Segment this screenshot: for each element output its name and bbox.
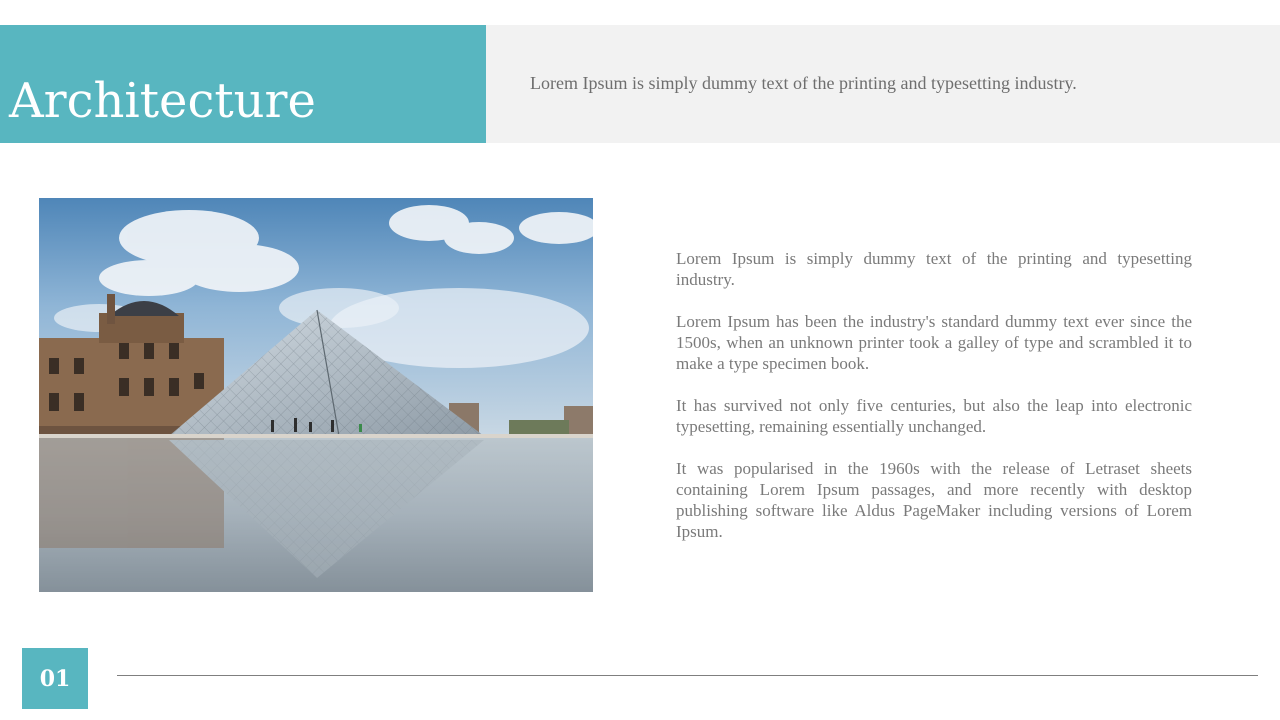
- title-band: [0, 25, 486, 143]
- page-title: Architecture: [9, 73, 316, 129]
- paragraph: Lorem Ipsum is simply dummy text of the printing and typesetting industry.: [676, 249, 1192, 289]
- body-text: [676, 248, 1192, 563]
- page-number: 01: [39, 665, 71, 692]
- paragraph: It was popularised in the 1960s with the release of Letraset sheets containing Lorem Ipsum passages, and more recently with desktop publishing software like Aldus PageMaker including versions of Lorem Ipsum.: [676, 459, 1192, 541]
- paragraph: Lorem Ipsum has been the industry's standard dummy text ever since the 1500s, when an unknown printer took a galley of type and scrambled it to make a type specimen book.: [676, 312, 1192, 373]
- footer-divider: [117, 675, 1258, 676]
- subtitle-band: [486, 25, 1280, 143]
- architecture-photo: [39, 198, 593, 592]
- page-subtitle: Lorem Ipsum is simply dummy text of the printing and typesetting industry.: [530, 73, 1077, 93]
- page-number-badge: [22, 648, 88, 709]
- paragraph: It has survived not only five centuries, but also the leap into electronic typesetting, remaining essentially unchanged.: [676, 396, 1192, 436]
